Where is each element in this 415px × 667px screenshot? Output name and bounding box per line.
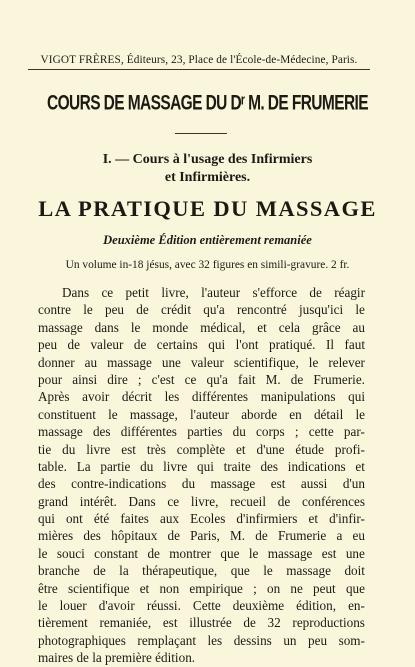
body-line: mières des hôpitaux de Paris, M. de Frumerie a eu [38,528,365,544]
top-rule [28,69,370,70]
body-line: grand intérêt. Dans ce livre, recueil de conférences [38,493,365,509]
publisher-line: VIGOT FRÈRES, Éditeurs, 23, Place de l'École-de-Médecine, Paris. [40,54,358,66]
body-line: contre le peu de crédit qu'a rencontré jusqu'ici le [38,302,365,318]
separator-rule [175,133,227,134]
body-line: massage dans le monde médical, et cela grâce au [38,319,365,335]
body-line: constituent le massage, l'auteur aborde en détail le [38,406,365,422]
body-line: tie du livre est très complète et d'une étude profi- [38,441,365,457]
body-line: Dans ce petit livre, l'auteur s'efforce de réagir [62,285,365,300]
volume-info: Un volume in-18 jésus, avec 32 figures en simili-gravure. 2 fr. [65,259,350,271]
body-line: des contre-indications du massage est aussi d'un [38,476,365,492]
body-line: massage des différentes parties du corps ; cette par- [38,424,365,440]
body-line: qui ont été faites aux Ecoles d'infirmiers et d'infir- [38,511,365,527]
part-heading-line-2: et Infirmières. [164,170,251,185]
body-line: le souci constant de montrer que le massage est une [38,545,365,561]
body-line: peu de valeur de certains qui l'ont pratiqué. Il faut [38,337,365,353]
part-heading-line-1: I. — Cours à l'usage des Infirmiers [102,152,313,167]
series-title: COURS DE MASSAGE DU Dʳ M. DE FRUMERIE [46,92,368,115]
body-line: photographiques remplaçant les dessins un peu som- [38,632,365,648]
edition-note: Deuxième Édition entièrement remaniée [103,233,312,247]
body-line: tièrement remaniée, est illustrée de 32 reproductions [38,615,365,631]
part-heading [60,151,355,187]
body-line: Après avoir décrit les différentes manipulations qui [38,389,365,405]
body-line: branche de la thérapeutique, que le massage doit [38,563,365,579]
body-line: le louer d'avoir réussi. Cette deuxième édition, en- [38,598,365,614]
body-line: pour ainsi dire ; c'est ce qu'a fait M. de Frumerie. [38,371,365,387]
body-line: table. La partie du livre qui traite des indications et [38,458,365,474]
body-line: donner au massage une valeur scientifique, le relever [38,354,365,370]
body-paragraph [38,284,365,667]
main-title: LA PRATIQUE DU MASSAGE [38,196,377,221]
body-line: maires de la première édition. [38,650,196,666]
body-line: être scientifique et non empirique ; on ne peut que [38,580,365,596]
